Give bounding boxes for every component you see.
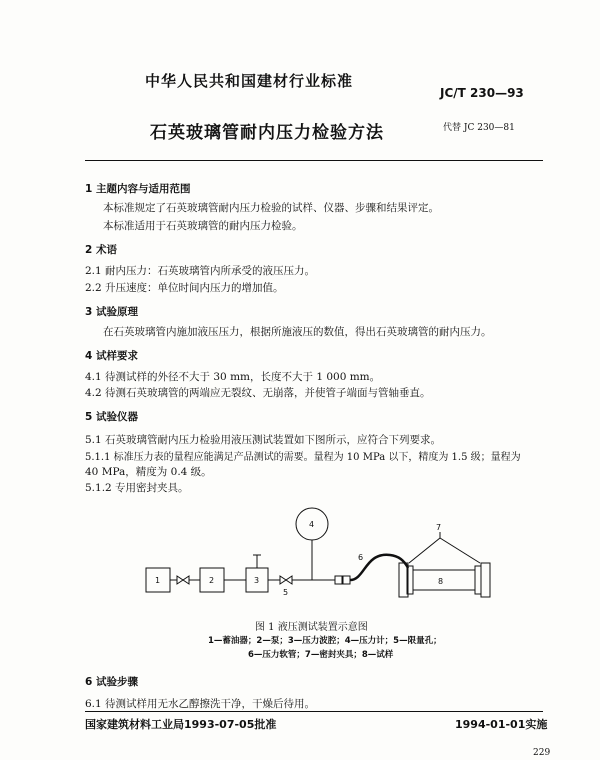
hydraulic-test-apparatus-diagram [130, 500, 510, 610]
section-3-paragraph: 在石英玻璃管内施加液压压力，根据所施液压的数值，得出石英玻璃管的耐内压力。 [103, 326, 492, 338]
section-2-paragraph: 2.2 升压速度：单位时间内压力的增加值。 [85, 282, 284, 294]
section-6-paragraph: 6.1 待测试样用无水乙醇擦洗干净，干燥后待用。 [85, 698, 316, 710]
diagram-label: 4 [309, 520, 315, 529]
section-4-paragraph: 4.2 待测石英玻璃管的两端应无裂纹、无崩落，并使管子端面与管轴垂直。 [85, 387, 431, 399]
quartz-tube-specimen [413, 570, 475, 590]
diagram-label: 5 [283, 588, 289, 597]
section-1-heading: 1 主题内容与适用范围 [85, 183, 191, 195]
section-5-heading: 5 试验仪器 [85, 411, 138, 423]
implementation-date: 1994-01-01实施 [455, 718, 548, 731]
page-number: 229 [533, 748, 551, 758]
page-title: 石英玻璃管耐内压力检验方法 [150, 123, 384, 143]
section-2-heading: 2 术语 [85, 244, 117, 256]
header-divider [85, 160, 543, 161]
standard-code: JC/T 230—93 [440, 86, 524, 100]
section-5-paragraph: 5.1 石英玻璃管耐内压力检验用液压测试装置如下图所示，应符合下列要求。 [85, 434, 442, 446]
section-6-heading: 6 试验步骤 [85, 676, 138, 688]
approval-note: 国家建筑材料工业局1993-07-05批准 [85, 718, 277, 731]
section-4-heading: 4 试样要求 [85, 350, 138, 362]
section-2-paragraph: 2.1 耐内压力：石英玻璃管内所承受的液压压力。 [85, 265, 316, 277]
section-4-paragraph: 4.1 待测试样的外径不大于 30 mm，长度不大于 1 000 mm。 [85, 371, 381, 383]
section-3-heading: 3 试验原理 [85, 306, 138, 318]
section-1-paragraph: 本标准适用于石英玻璃管的耐内压力检验。 [103, 220, 303, 232]
figure-legend: 1—蓄油器；2—泵；3—压力波腔；4—压力计；5—限量孔； [208, 636, 442, 646]
issuing-organization: 中华人民共和国建材行业标准 [145, 72, 354, 90]
diagram-label: 7 [436, 523, 442, 532]
diagram-label: 6 [358, 553, 364, 562]
figure-caption: 图 1 液压测试装置示意图 [255, 622, 368, 633]
section-1-paragraph: 本标准规定了石英玻璃管耐内压力检验的试样、仪器、步骤和结果评定。 [103, 202, 439, 214]
clamp-right [481, 563, 490, 597]
diagram-label: 2 [209, 576, 215, 585]
footer-divider [85, 711, 543, 712]
section-5-paragraph: 5.1.1 标准压力表的量程应能满足产品测试的需要。量程为 10 MPa 以下，精度为 1.5 级；量程为 [85, 452, 521, 463]
section-5-paragraph: 40 MPa，精度为 0.4 级。 [85, 466, 212, 478]
diagram-label: 3 [254, 576, 260, 585]
diagram-label: 1 [155, 576, 161, 585]
replaces-note: 代替 JC 230—81 [443, 123, 515, 133]
diagram-label: 8 [438, 577, 444, 586]
section-5-paragraph: 5.1.2 专用密封夹具。 [85, 482, 189, 494]
figure-legend: 6—压力软管；7—密封夹具；8—试样 [248, 650, 394, 660]
